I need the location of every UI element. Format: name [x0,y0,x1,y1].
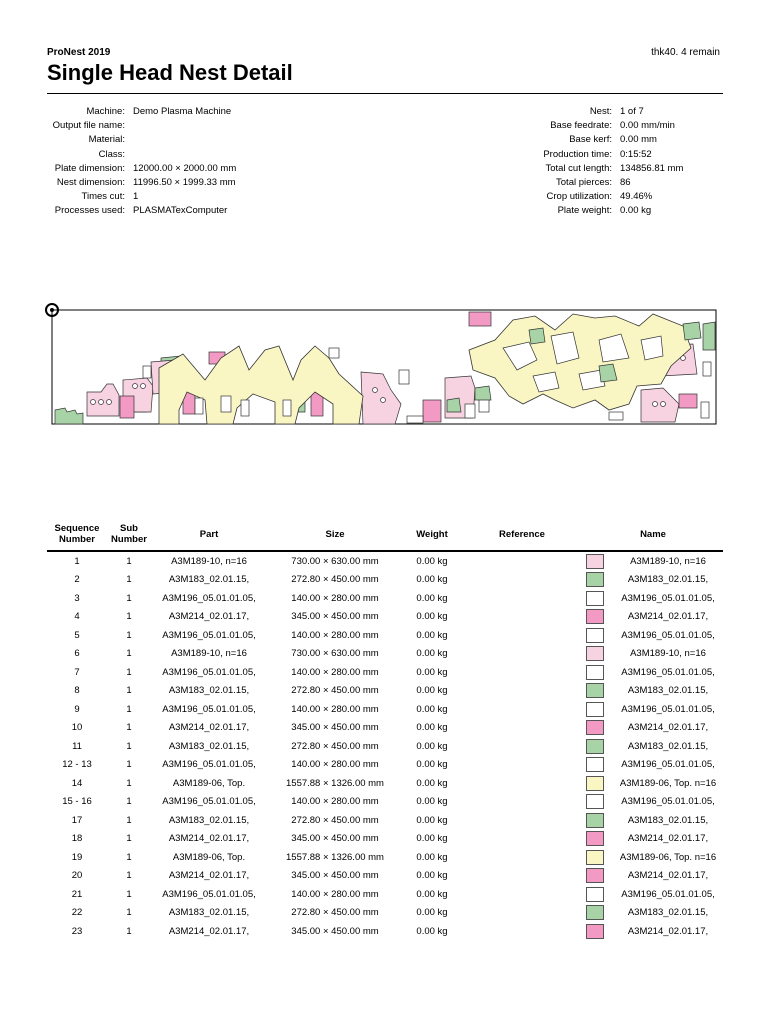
cell-size: 140.00 × 280.00 mm [291,888,379,900]
part-name: A3M196_05.01.01.05, [621,759,715,771]
table-row [47,737,723,756]
cell-weight: 0.00 kg [416,796,448,808]
cell-seq: 17 [71,814,83,826]
cell-size: 140.00 × 280.00 mm [291,703,379,715]
header-weight: Weight [416,528,448,540]
cell-weight: 0.00 kg [416,574,448,586]
cell-name [583,831,723,846]
cell-sub: 1 [126,648,132,660]
info-row [47,204,236,218]
cell-part: A3M196_05.01.01.05, [162,592,256,604]
info-label: Total pierces: [556,177,612,189]
part-name: A3M214_02.01.17, [627,611,709,623]
cell-seq: 9 [74,703,80,715]
info-label: Production time: [543,148,612,160]
table-row [47,626,723,645]
info-row [500,190,683,204]
cell-seq: 21 [71,888,83,900]
cell-part: A3M214_02.01.17, [168,611,250,623]
cell-weight: 0.00 kg [416,851,448,863]
cell-seq: 19 [71,851,83,863]
cell-name [583,609,723,624]
cell-name [583,813,723,828]
color-swatch [586,720,604,735]
cell-part: A3M183_02.01.15, [168,740,250,752]
color-swatch [586,831,604,846]
app-brand: ProNest 2019 [47,47,111,58]
color-swatch [586,794,604,809]
color-swatch [586,850,604,865]
cell-sub: 1 [126,833,132,845]
info-row [47,190,236,204]
cell-size: 345.00 × 450.00 mm [291,833,379,845]
table-row [47,608,723,627]
cell-size: 345.00 × 450.00 mm [291,611,379,623]
cell-sub: 1 [126,888,132,900]
cell-name [583,757,723,772]
info-value: 0.00 mm/min [620,120,675,132]
table-row [47,793,723,812]
cell-weight: 0.00 kg [416,722,448,734]
info-row [500,204,683,218]
info-label: Class: [98,148,125,160]
info-value: 49.46% [620,191,653,203]
part-name: A3M189-06, Top. n=16 [619,851,717,863]
cell-sub: 1 [126,777,132,789]
cell-weight: 0.00 kg [416,814,448,826]
cell-seq: 10 [71,722,83,734]
cell-name [583,905,723,920]
cell-name [583,868,723,883]
cell-weight: 0.00 kg [416,648,448,660]
color-swatch [586,757,604,772]
cell-sub: 1 [126,592,132,604]
info-value: Demo Plasma Machine [133,106,232,117]
cell-seq: 15 - 16 [62,796,92,808]
cell-size: 345.00 × 450.00 mm [291,870,379,882]
part-name: A3M196_05.01.01.05, [621,796,715,808]
cell-size: 140.00 × 280.00 mm [291,759,379,771]
cell-part: A3M214_02.01.17, [168,870,250,882]
color-swatch [586,739,604,754]
cell-size: 272.80 × 450.00 mm [291,574,379,586]
table-row [47,848,723,867]
cell-part: A3M189-10, n=16 [171,555,247,567]
cell-part: A3M196_05.01.01.05, [162,888,256,900]
cell-size: 140.00 × 280.00 mm [291,629,379,641]
remaining-info: thk40. 4 remain [651,47,720,58]
header-part: Part [199,528,219,540]
color-swatch [586,887,604,902]
cell-seq: 14 [71,777,83,789]
cell-sub: 1 [126,629,132,641]
info-row [47,162,236,176]
table-row [47,922,723,941]
table-row [47,682,723,701]
cell-weight: 0.00 kg [416,740,448,752]
part-name: A3M189-06, Top. n=16 [619,777,717,789]
header-reference: Reference [499,528,545,540]
info-label: Nest: [589,106,612,117]
part-name: A3M196_05.01.01.05, [621,666,715,678]
cell-size: 345.00 × 450.00 mm [291,925,379,937]
cell-size: 1557.88 × 1326.00 mm [286,851,384,863]
color-swatch [586,776,604,791]
info-value: 134856.81 mm [620,162,684,174]
info-label: Total cut length: [545,162,612,174]
info-value: 86 [620,177,631,189]
nest-info-left [47,105,236,219]
info-label: Output file name: [52,120,125,132]
part-name: A3M196_05.01.01.05, [621,703,715,715]
cell-sub: 1 [126,814,132,826]
cell-weight: 0.00 kg [416,888,448,900]
table-row [47,589,723,608]
cell-seq: 20 [71,870,83,882]
cell-seq: 12 - 13 [62,759,92,771]
table-row [47,663,723,682]
part-name: A3M214_02.01.17, [627,870,709,882]
cell-sub: 1 [126,870,132,882]
cell-size: 140.00 × 280.00 mm [291,796,379,808]
cell-name [583,665,723,680]
color-swatch [586,572,604,587]
table-row [47,719,723,738]
sequence-table [47,518,723,941]
part-name: A3M214_02.01.17, [627,925,709,937]
info-label: Times cut: [81,191,125,203]
color-swatch [586,905,604,920]
part-name: A3M214_02.01.17, [627,833,709,845]
cell-part: A3M189-10, n=16 [171,648,247,660]
table-body [47,552,723,941]
part-name: A3M183_02.01.15, [627,814,709,826]
cell-weight: 0.00 kg [416,555,448,567]
info-label: Plate dimension: [54,162,125,174]
cell-part: A3M196_05.01.01.05, [162,666,256,678]
cell-sub: 1 [126,685,132,697]
nest-plate-drawing [43,300,723,428]
info-row [500,148,683,162]
info-value: 11996.50 × 1999.33 mm [133,177,236,189]
cell-seq: 22 [71,907,83,919]
part-name: A3M196_05.01.01.05, [621,888,715,900]
color-swatch [586,609,604,624]
cell-sub: 1 [126,555,132,567]
title-divider [47,93,723,94]
cell-size: 140.00 × 280.00 mm [291,592,379,604]
color-swatch [586,554,604,569]
part-name: A3M196_05.01.01.05, [621,629,715,641]
cell-name [583,591,723,606]
header-size: Size [325,528,345,540]
cell-weight: 0.00 kg [416,666,448,678]
cell-name [583,924,723,939]
table-row [47,811,723,830]
cell-part: A3M189-06, Top. [172,851,246,863]
page-title: Single Head Nest Detail [47,60,293,85]
cell-size: 272.80 × 450.00 mm [291,814,379,826]
cell-size: 730.00 × 630.00 mm [291,648,379,660]
cell-sub: 1 [126,611,132,623]
cell-weight: 0.00 kg [416,870,448,882]
table-row [47,830,723,849]
cell-size: 1557.88 × 1326.00 mm [286,777,384,789]
info-row [500,119,683,133]
header-name: Name [640,528,666,540]
cell-weight: 0.00 kg [416,685,448,697]
table-row [47,552,723,571]
info-row [47,148,236,162]
part-name: A3M183_02.01.15, [627,907,709,919]
cell-part: A3M196_05.01.01.05, [162,629,256,641]
cell-weight: 0.00 kg [416,833,448,845]
cell-sub: 1 [126,722,132,734]
table-header [47,518,723,552]
cell-name [583,887,723,902]
cell-part: A3M196_05.01.01.05, [162,759,256,771]
cell-name [583,646,723,661]
info-value: 1 [133,191,139,203]
info-value: 0:15:52 [620,148,652,160]
cell-weight: 0.00 kg [416,703,448,715]
cell-size: 272.80 × 450.00 mm [291,740,379,752]
part-name: A3M183_02.01.15, [627,740,709,752]
info-row [47,119,236,133]
info-row [500,133,683,147]
color-swatch [586,646,604,661]
cell-sub: 1 [126,703,132,715]
table-row [47,867,723,886]
cell-weight: 0.00 kg [416,925,448,937]
cell-seq: 7 [74,666,80,678]
info-label: Crop utilization: [546,191,612,203]
part-name: A3M189-10, n=16 [630,648,706,660]
cell-seq: 2 [74,574,80,586]
header-sub: Sub Number [111,523,147,545]
cell-part: A3M183_02.01.15, [168,907,250,919]
cell-weight: 0.00 kg [416,759,448,771]
info-value: 12000.00 × 2000.00 mm [133,162,237,174]
cell-seq: 8 [74,685,80,697]
part-name: A3M196_05.01.01.05, [621,592,715,604]
cell-seq: 18 [71,833,83,845]
cell-weight: 0.00 kg [416,777,448,789]
part-name: A3M183_02.01.15, [627,685,709,697]
cell-name [583,739,723,754]
color-swatch [586,813,604,828]
cell-sub: 1 [126,925,132,937]
cell-name [583,683,723,698]
cell-part: A3M183_02.01.15, [168,574,250,586]
info-value: 0.00 mm [620,134,657,146]
table-row [47,885,723,904]
cell-name [583,776,723,791]
cell-seq: 5 [74,629,80,641]
cell-seq: 23 [71,925,83,937]
cell-seq: 11 [72,740,82,752]
cell-name [583,720,723,735]
nest-info-right [500,105,683,219]
cell-sub: 1 [126,666,132,678]
info-value: 1 of 7 [620,106,644,117]
color-swatch [586,868,604,883]
header-seq: Sequence Number [54,523,100,545]
cell-seq: 4 [74,611,80,623]
table-row [47,700,723,719]
info-row [500,162,683,176]
cell-weight: 0.00 kg [416,592,448,604]
table-row [47,645,723,664]
cell-name [583,628,723,643]
info-value: 0.00 kg [620,205,652,217]
info-label: Processes used: [54,205,125,217]
color-swatch [586,665,604,680]
info-row [47,176,236,190]
info-row [500,176,683,190]
color-swatch [586,591,604,606]
cell-size: 345.00 × 450.00 mm [291,722,379,734]
cell-seq: 3 [74,592,80,604]
color-swatch [586,924,604,939]
cell-part: A3M214_02.01.17, [168,925,250,937]
cell-sub: 1 [126,796,132,808]
color-swatch [586,683,604,698]
cell-sub: 1 [126,907,132,919]
cell-sub: 1 [126,851,132,863]
part-name: A3M189-10, n=16 [630,555,706,567]
cell-name [583,702,723,717]
cell-part: A3M214_02.01.17, [168,722,250,734]
cell-name [583,572,723,587]
cell-sub: 1 [126,574,132,586]
info-row [47,105,236,119]
cell-size: 272.80 × 450.00 mm [291,907,379,919]
cell-weight: 0.00 kg [416,611,448,623]
cell-weight: 0.00 kg [416,907,448,919]
info-row [47,133,236,147]
cell-part: A3M196_05.01.01.05, [162,703,256,715]
cell-name [583,554,723,569]
table-row [47,756,723,775]
cell-seq: 1 [74,555,80,567]
part-name: A3M183_02.01.15, [627,574,709,586]
info-label: Nest dimension: [56,177,125,189]
cell-name [583,794,723,809]
color-swatch [586,628,604,643]
cell-part: A3M183_02.01.15, [168,685,250,697]
table-row [47,571,723,590]
info-row [500,105,683,119]
info-label: Material: [88,134,125,146]
cell-size: 140.00 × 280.00 mm [291,666,379,678]
cell-weight: 0.00 kg [416,629,448,641]
color-swatch [586,702,604,717]
table-row [47,904,723,923]
cell-sub: 1 [126,759,132,771]
info-value: PLASMATexComputer [133,205,228,217]
cell-part: A3M183_02.01.15, [168,814,250,826]
cell-size: 730.00 × 630.00 mm [291,555,379,567]
cell-part: A3M196_05.01.01.05, [162,796,256,808]
cell-seq: 6 [74,648,80,660]
info-label: Machine: [86,106,125,117]
part-name: A3M214_02.01.17, [627,722,709,734]
cell-name [583,850,723,865]
cell-sub: 1 [126,740,132,752]
cell-part: A3M214_02.01.17, [168,833,250,845]
info-label: Base kerf: [569,134,612,146]
cell-part: A3M189-06, Top. [172,777,246,789]
info-label: Base feedrate: [550,120,612,132]
cell-size: 272.80 × 450.00 mm [291,685,379,697]
info-label: Plate weight: [557,205,612,217]
table-row [47,774,723,793]
